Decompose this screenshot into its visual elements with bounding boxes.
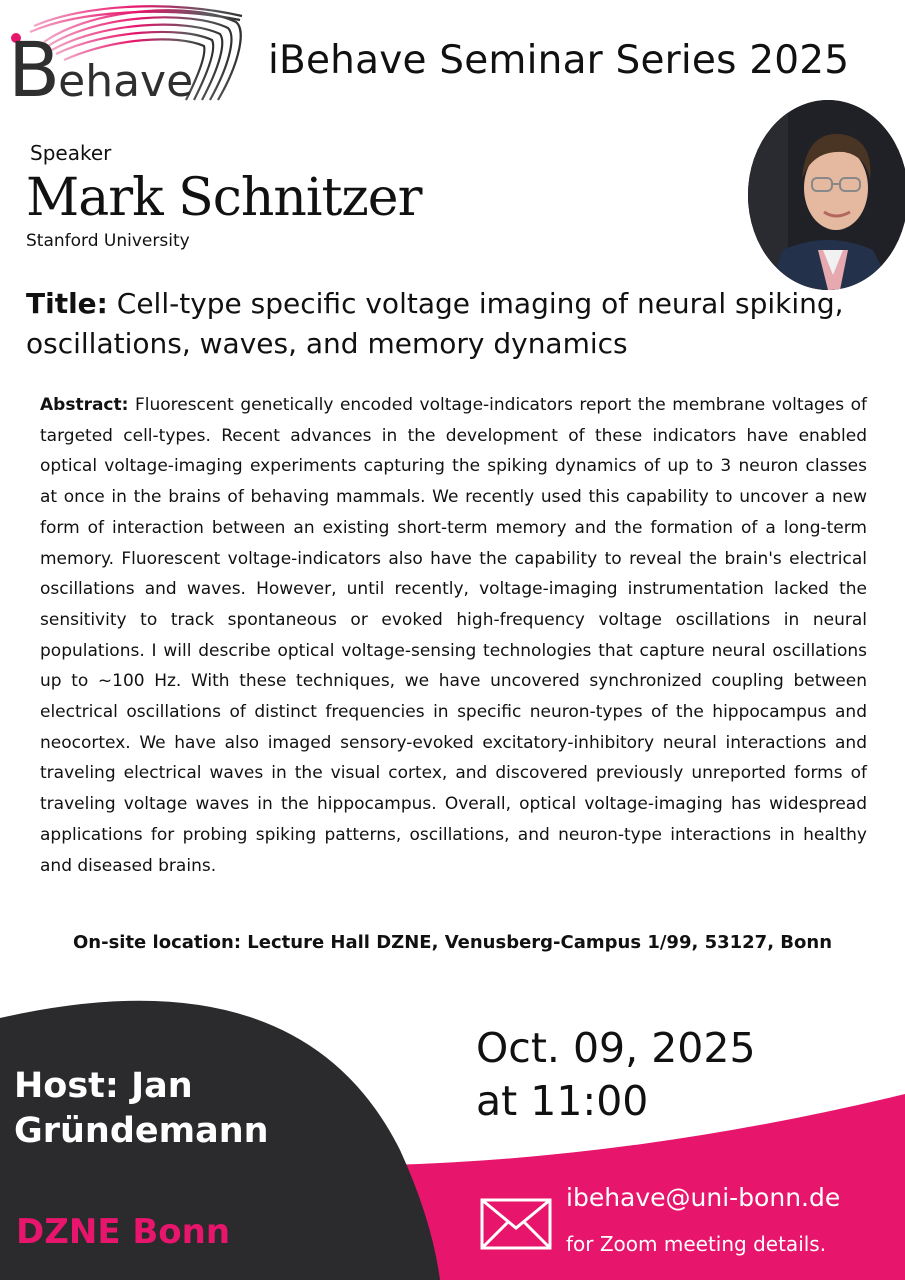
host-line2: Gründemann [14,1111,269,1151]
speaker-photo [748,100,905,290]
host [14,1064,269,1154]
zoom-note: for Zoom meeting details. [566,1232,827,1256]
ibehave-logo [4,2,254,112]
envelope-icon [480,1198,552,1250]
speaker-affiliation: Stanford University [26,231,190,251]
abstract-label: Abstract: [40,395,129,415]
logo-rest: ehave [58,56,194,107]
host-organization: DZNE Bonn [16,1212,231,1252]
contact-email[interactable]: ibehave@uni-bonn.de [566,1183,841,1212]
location: On-site location: Lecture Hall DZNE, Venusberg-Campus 1/99, 53127, Bonn [72,932,833,953]
abstract [40,390,867,881]
series-title: iBehave Seminar Series 2025 [268,38,850,83]
speaker-label: Speaker [30,141,112,165]
logo-initial: B [8,25,59,114]
event-date: Oct. 09, 2025 [476,1024,756,1072]
logo-wordmark [8,25,194,114]
event-time: at 11:00 [476,1077,649,1125]
talk-title-label: Title: [26,287,108,320]
host-line1: Host: Jan [14,1066,193,1106]
talk-title-text: Cell-type specific voltage imaging of neural spiking, oscillations, waves, and memory dynamics [26,287,844,360]
event-datetime [476,1022,756,1128]
speaker-name: Mark Schnitzer [26,168,422,228]
abstract-text: Fluorescent genetically encoded voltage-indicators report the membrane voltages of targeted cell-types. Recent advances in the development of these indicators have enabled optical voltage-imaging experiments capturing the spiking dynamics of up to 3 neuron classes at once in the brains of behaving mammals. We recently used this capability to uncover a new form of interaction between an existing short-term memory and the formation of a long-term memory. Fluorescent voltage-indicators also have the capability to reveal the brain's electrical oscillations and waves. However, until recently, voltage-imaging instrumentation lacked the sensitivity to track spontaneous or evoked high-frequency voltage oscillations in neural populations. I will describe optical voltage-sensing technologies that capture neural oscillations up to ~100 Hz. With these techniques, we have uncovered synchronized coupling between electrical oscillations of distinct frequencies in specific neuron-types of the hippocampus and neocortex. We have also imaged sensory-evoked excitatory-inhibitory neural interactions and traveling electrical waves in the visual cortex, and discovered previously unreported forms of traveling voltage waves in the hippocampus. Overall, optical voltage-imaging has widespread applications for probing spiking patterns, oscillations, and neuron-type interactions in healthy and diseased brains. [40,395,867,876]
talk-title [26,284,866,364]
